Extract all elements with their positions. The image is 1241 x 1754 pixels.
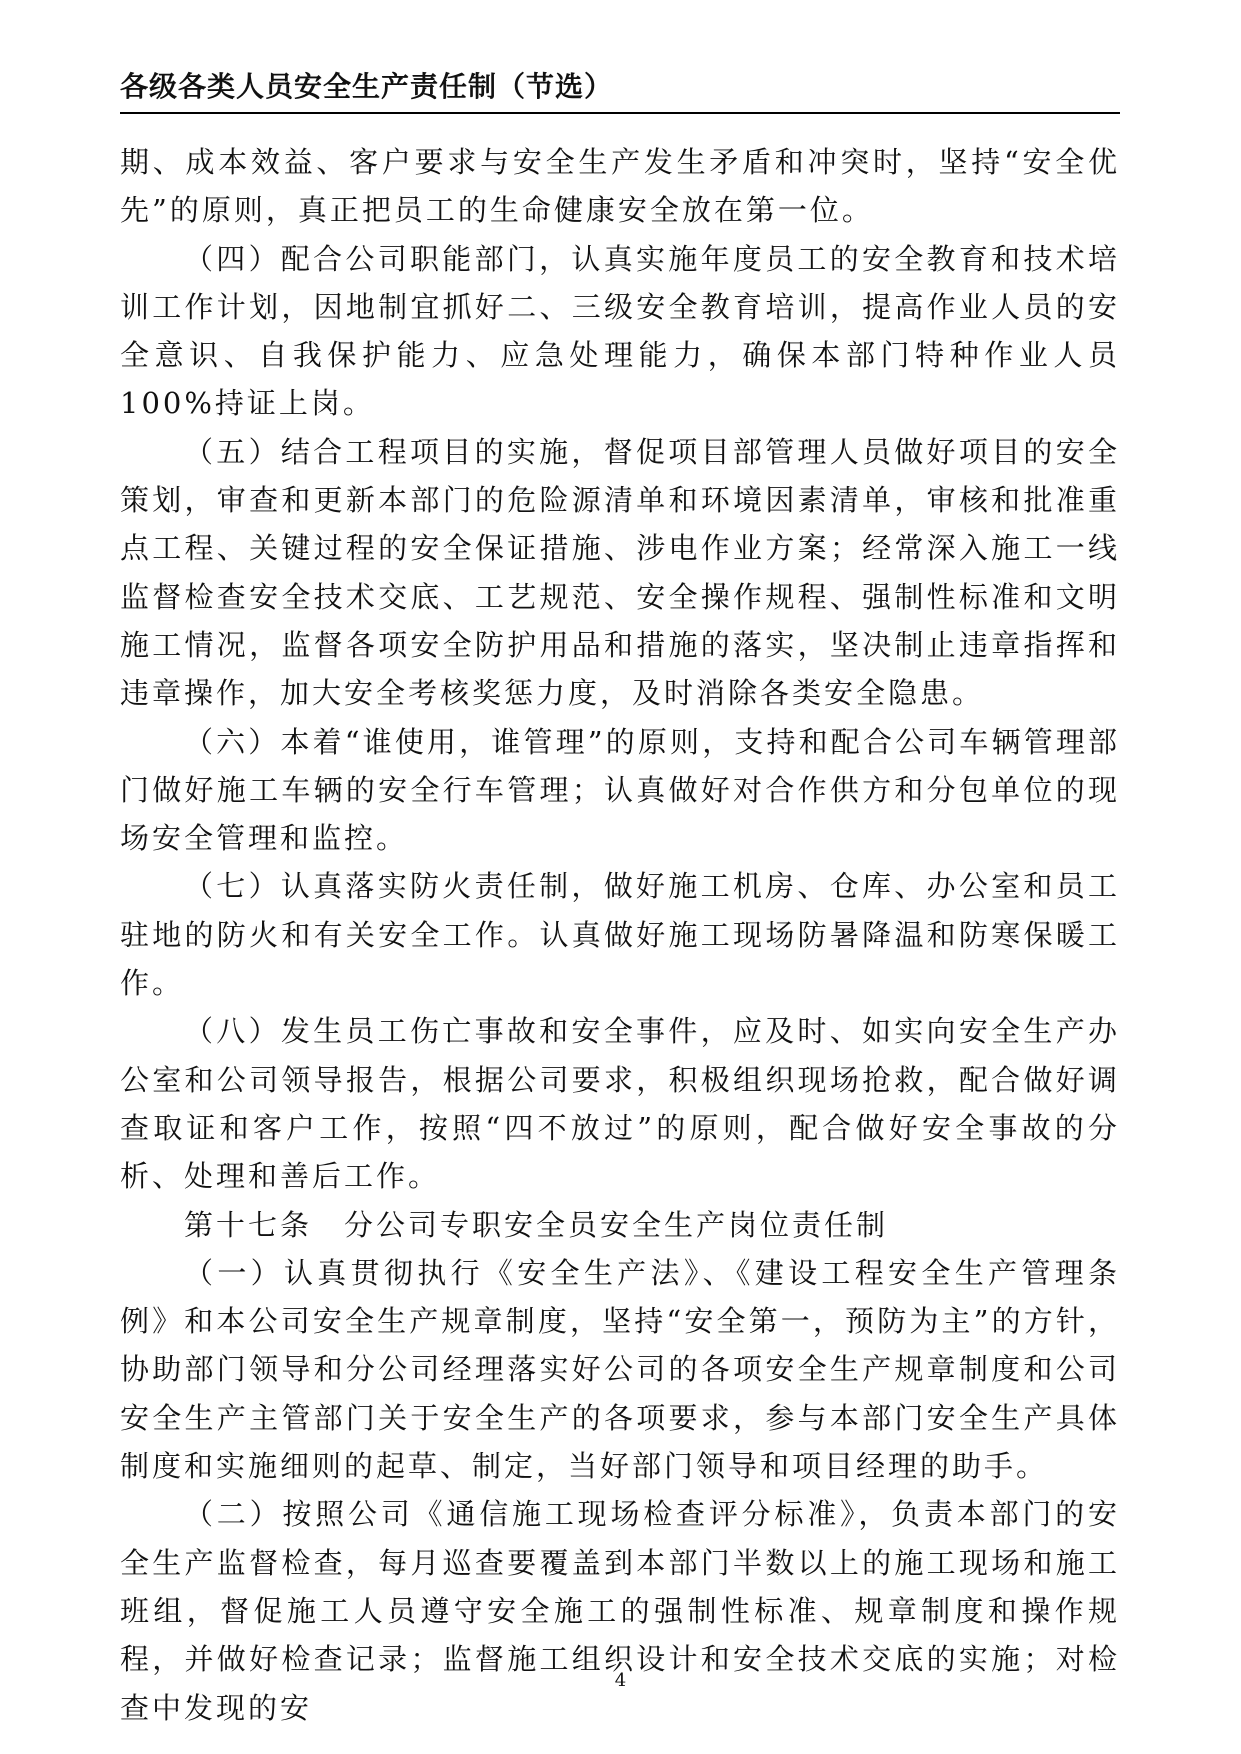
paragraph-item-7: （七）认真落实防火责任制，做好施工机房、仓库、办公室和员工驻地的防火和有关安全工作。认真做好施工现场防暑降温和防寒保暖工作。 (120, 869, 1120, 1001)
document-body (120, 138, 1120, 1732)
paragraph-continuation: 期、成本效益、客户要求与安全生产发生矛盾和冲突时，坚持“安全优先”的原则，真正把员工的生命健康安全放在第一位。 (120, 145, 1120, 228)
article-17-heading: 第十七条 分公司专职安全员安全生产岗位责任制 (184, 1207, 889, 1242)
page-header (120, 70, 1120, 114)
article-17-item-2: （二）按照公司《通信施工现场检查评分标准》，负责本部门的安全生产监督检查，每月巡查要覆盖到本部门半数以上的施工现场和施工班组，督促施工人员遵守安全施工的强制性标准、规章制度和操作规程，并做好检查记录；监督施工组织设计和安全技术交底的实施；对检查中发现的安 (120, 1497, 1120, 1725)
paragraph-item-5: （五）结合工程项目的实施，督促项目部管理人员做好项目的安全策划，审查和更新本部门的危险源清单和环境因素清单，审核和批准重点工程、关键过程的安全保证措施、涉电作业方案；经常深入施工一线监督检查安全技术交底、工艺规范、安全操作规程、强制性标准和文明施工情况，监督各项安全防护用品和措施的落实，坚决制止违章指挥和违章操作，加大安全考核奖惩力度，及时消除各类安全隐患。 (120, 434, 1120, 711)
page-number: 4 (614, 1670, 627, 1691)
paragraph-item-8: （八）发生员工伤亡事故和安全事件，应及时、如实向安全生产办公室和公司领导报告，根据公司要求，积极组织现场抢救，配合做好调查取证和客户工作，按照“四不放过”的原则，配合做好安全事故的分析、处理和善后工作。 (120, 1014, 1120, 1194)
document-title: 各级各类人员安全生产责任制（节选） (120, 70, 614, 103)
paragraph-item-6: （六）本着“谁使用，谁管理”的原则，支持和配合公司车辆管理部门做好施工车辆的安全行车管理；认真做好对合作供方和分包单位的现场安全管理和监控。 (120, 724, 1120, 856)
paragraph-item-4: （四）配合公司职能部门，认真实施年度员工的安全教育和技术培训工作计划，因地制宜抓好二、三级安全教育培训，提高作业人员的安全意识、自我保护能力、应急处理能力，确保本部门特种作业人员 100%持证上岗。 (120, 241, 1120, 421)
article-17-item-1: （一）认真贯彻执行《安全生产法》、《建设工程安全生产管理条例》和本公司安全生产规章制度，坚持“安全第一，预防为主”的方针，协助部门领导和分公司经理落实好公司的各项安全生产规章制度和公司安全生产主管部门关于安全生产的各项要求，参与本部门安全生产具体制度和实施细则的起草、制定，当好部门领导和项目经理的助手。 (120, 1255, 1120, 1484)
